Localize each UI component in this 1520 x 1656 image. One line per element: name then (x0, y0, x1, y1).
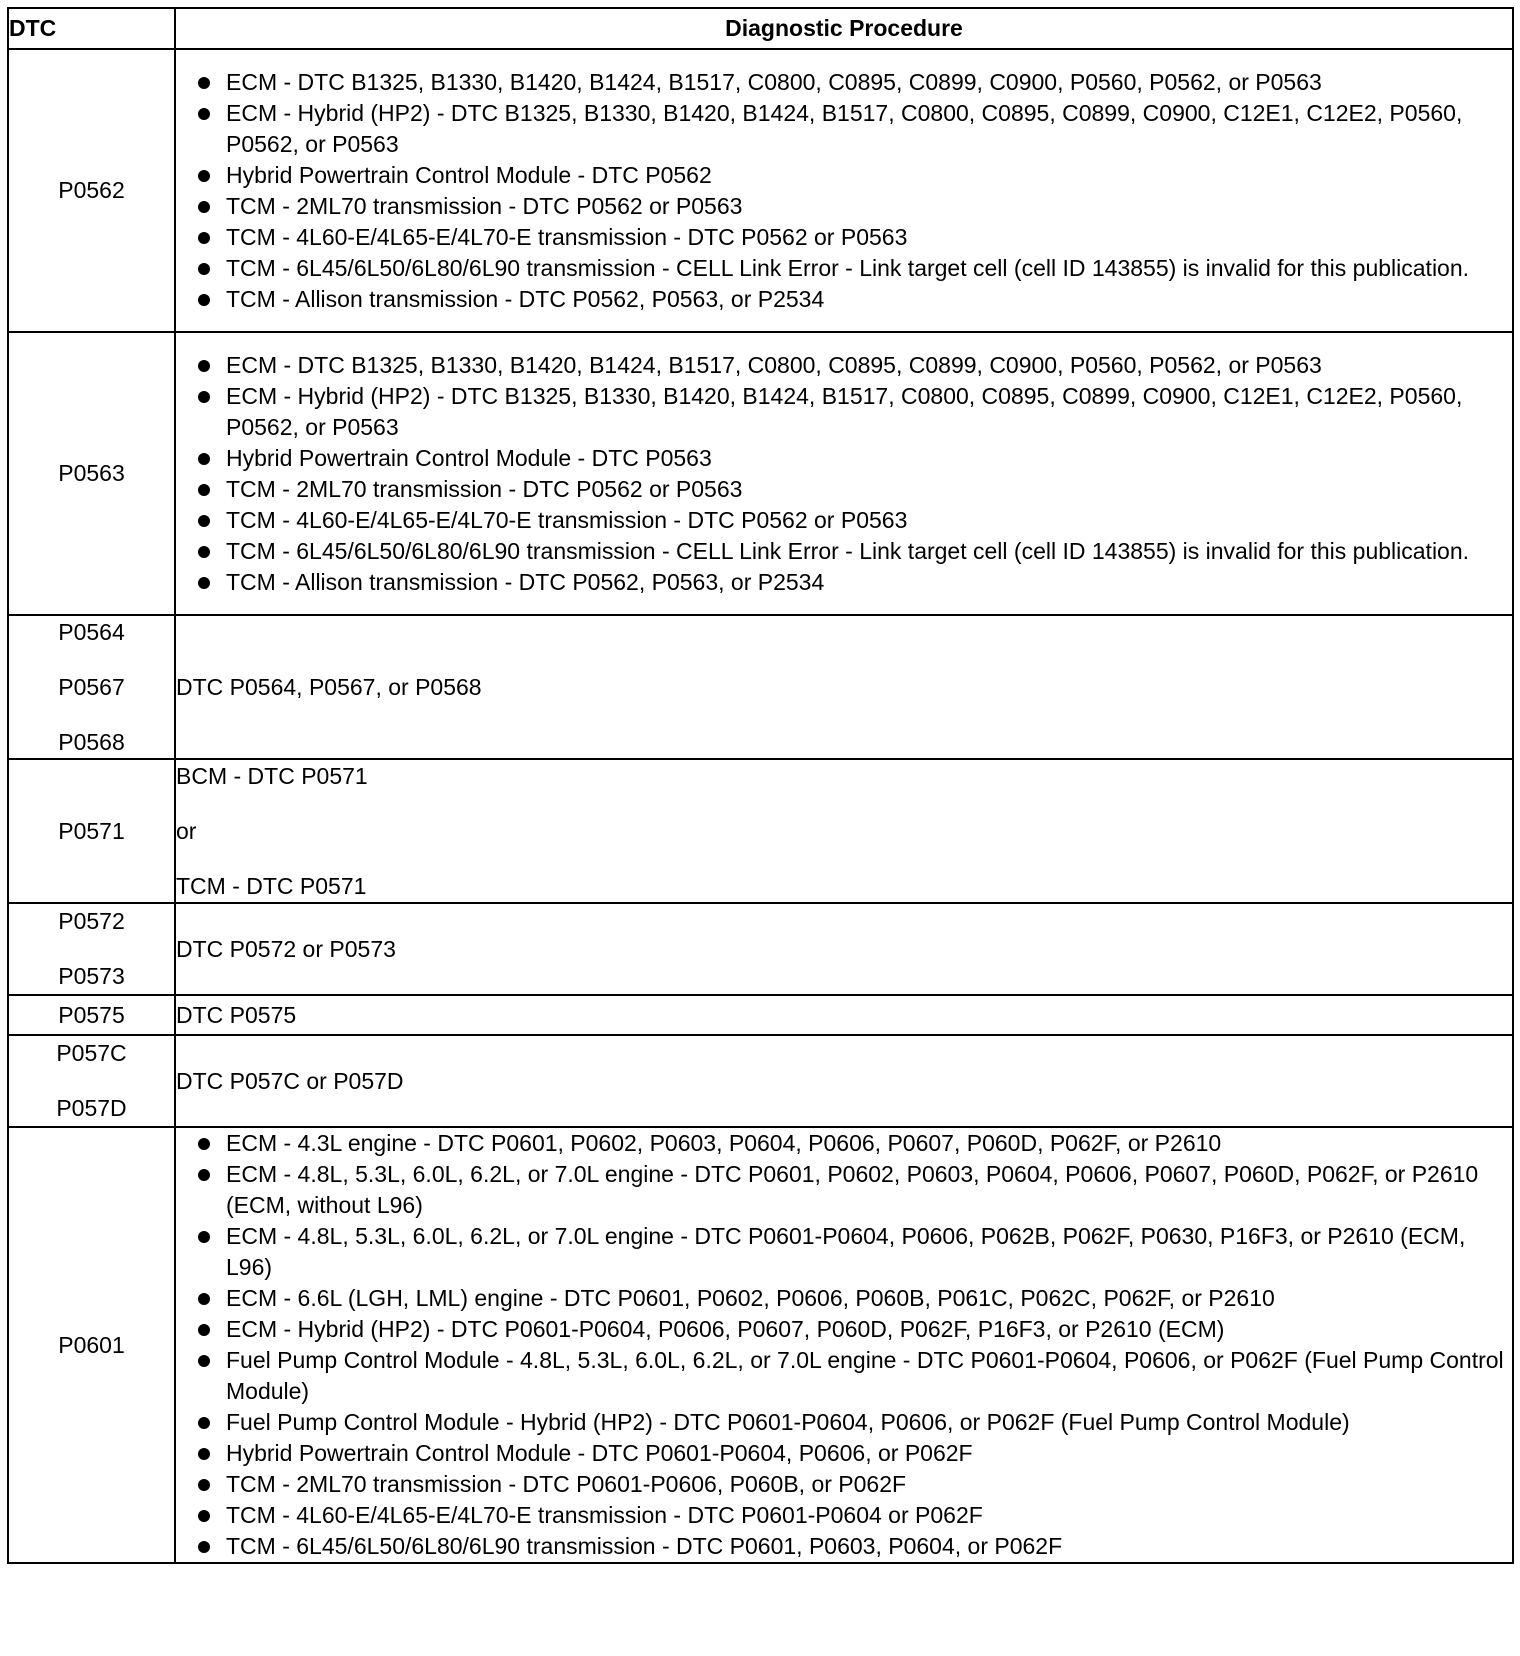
procedure-list-item: ECM - Hybrid (HP2) - DTC B1325, B1330, B1420, B1424, B1517, C0800, C0895, C0899, C0900, C12E1, C12E2, P0560, P0562, or P0563 (198, 381, 1512, 443)
dtc-code-cell (8, 995, 175, 1035)
table-body (8, 49, 1513, 1563)
diagnostic-procedure-cell (175, 903, 1513, 995)
procedure-list (176, 1128, 1512, 1562)
dtc-code: P057D (56, 1095, 127, 1121)
procedure-list-item: ECM - 4.8L, 5.3L, 6.0L, 6.2L, or 7.0L engine - DTC P0601, P0602, P0603, P0604, P0606, P0607, P060D, P062F, or P2610 (ECM, without L96) (198, 1159, 1512, 1221)
diagnostic-procedure-cell (175, 332, 1513, 615)
procedure-list-item: ECM - 4.3L engine - DTC P0601, P0602, P0603, P0604, P0606, P0607, P060D, P062F, or P2610 (198, 1128, 1512, 1159)
procedure-list-item: TCM - Allison transmission - DTC P0562, P0563, or P2534 (198, 284, 1512, 315)
procedure-text: TCM - DTC P0571 (176, 872, 367, 899)
dtc-code: P057C (56, 1040, 127, 1066)
procedure-text: BCM - DTC P0571 (176, 762, 368, 789)
procedure-list-item: Hybrid Powertrain Control Module - DTC P0563 (198, 443, 1512, 474)
procedure-list-item: ECM - 4.8L, 5.3L, 6.0L, 6.2L, or 7.0L engine - DTC P0601-P0604, P0606, P062B, P062F, P0630, P16F3, or P2610 (ECM, L96) (198, 1221, 1512, 1283)
dtc-code: P0575 (58, 1001, 125, 1028)
procedure-list-item: Hybrid Powertrain Control Module - DTC P0601-P0604, P0606, or P062F (198, 1438, 1512, 1469)
procedure-list (176, 67, 1512, 315)
procedure-list-item: ECM - 6.6L (LGH, LML) engine - DTC P0601, P0602, P0606, P060B, P061C, P062C, P062F, or P2610 (198, 1283, 1512, 1314)
dtc-code: P0568 (58, 728, 125, 755)
diagnostic-procedure-cell (175, 1035, 1513, 1127)
procedure-list-item: TCM - Allison transmission - DTC P0562, P0563, or P2534 (198, 567, 1512, 598)
procedure-list-item: TCM - 2ML70 transmission - DTC P0601-P0606, P060B, or P062F (198, 1469, 1512, 1500)
dtc-code-cell (8, 759, 175, 903)
dtc-code: P0571 (58, 817, 125, 844)
table-row (8, 615, 1513, 759)
table-row (8, 1127, 1513, 1563)
diagnostic-procedure-cell (175, 615, 1513, 759)
procedure-text: DTC P0564, P0567, or P0568 (176, 673, 482, 700)
procedure-list-item: ECM - Hybrid (HP2) - DTC P0601-P0604, P0606, P0607, P060D, P062F, P16F3, or P2610 (ECM) (198, 1314, 1512, 1345)
table-row (8, 1035, 1513, 1127)
column-header-diagnostic-procedure: Diagnostic Procedure (175, 8, 1513, 49)
procedure-list-item: TCM - 6L45/6L50/6L80/6L90 transmission - CELL Link Error - Link target cell (cell ID 143855) is invalid for this publication. (198, 253, 1512, 284)
diagnostic-procedure-cell (175, 1127, 1513, 1563)
dtc-code-cell (8, 1127, 175, 1563)
procedure-text: DTC P057C or P057D (176, 1067, 404, 1094)
dtc-code: P0567 (58, 673, 125, 700)
dtc-code-cell (8, 49, 175, 332)
table-row (8, 903, 1513, 995)
procedure-list-item: ECM - DTC B1325, B1330, B1420, B1424, B1517, C0800, C0895, C0899, C0900, P0560, P0562, or P0563 (198, 350, 1512, 381)
dtc-code: P0573 (58, 963, 125, 989)
procedure-list-item: TCM - 4L60-E/4L65-E/4L70-E transmission - DTC P0562 or P0563 (198, 505, 1512, 536)
diagnostic-procedure-cell (175, 49, 1513, 332)
table-row (8, 759, 1513, 903)
procedure-list-item: ECM - DTC B1325, B1330, B1420, B1424, B1517, C0800, C0895, C0899, C0900, P0560, P0562, or P0563 (198, 67, 1512, 98)
table-row (8, 995, 1513, 1035)
procedure-text: or (176, 817, 197, 844)
dtc-code: P0564 (58, 618, 125, 645)
procedure-list-item: TCM - 4L60-E/4L65-E/4L70-E transmission - DTC P0601-P0604 or P062F (198, 1500, 1512, 1531)
procedure-list-item: TCM - 2ML70 transmission - DTC P0562 or P0563 (198, 474, 1512, 505)
diagnostic-procedure-cell (175, 759, 1513, 903)
procedure-list (176, 350, 1512, 598)
dtc-code-cell (8, 615, 175, 759)
dtc-procedure-table (7, 7, 1514, 1564)
table-header-row (8, 8, 1513, 49)
procedure-list-item: Fuel Pump Control Module - Hybrid (HP2) - DTC P0601-P0604, P0606, or P062F (Fuel Pump Control Module) (198, 1407, 1512, 1438)
column-header-dtc: DTC (8, 8, 175, 49)
diagnostic-procedure-cell (175, 995, 1513, 1035)
procedure-text: DTC P0575 (176, 1001, 297, 1028)
dtc-code-cell (8, 903, 175, 995)
dtc-code: P0562 (58, 177, 125, 203)
table-row (8, 49, 1513, 332)
procedure-text: DTC P0572 or P0573 (176, 935, 396, 962)
procedure-list-item: TCM - 4L60-E/4L65-E/4L70-E transmission - DTC P0562 or P0563 (198, 222, 1512, 253)
dtc-code: P0572 (58, 908, 125, 934)
procedure-list-item: Hybrid Powertrain Control Module - DTC P0562 (198, 160, 1512, 191)
dtc-code-cell (8, 332, 175, 615)
dtc-code-cell (8, 1035, 175, 1127)
dtc-code: P0563 (58, 460, 125, 486)
procedure-list-item: TCM - 6L45/6L50/6L80/6L90 transmission - DTC P0601, P0603, P0604, or P062F (198, 1531, 1512, 1562)
procedure-list-item: TCM - 6L45/6L50/6L80/6L90 transmission - CELL Link Error - Link target cell (cell ID 143855) is invalid for this publication. (198, 536, 1512, 567)
procedure-list-item: ECM - Hybrid (HP2) - DTC B1325, B1330, B1420, B1424, B1517, C0800, C0895, C0899, C0900, C12E1, C12E2, P0560, P0562, or P0563 (198, 98, 1512, 160)
procedure-list-item: TCM - 2ML70 transmission - DTC P0562 or P0563 (198, 191, 1512, 222)
table-row (8, 332, 1513, 615)
procedure-list-item: Fuel Pump Control Module - 4.8L, 5.3L, 6.0L, 6.2L, or 7.0L engine - DTC P0601-P0604, P0606, or P062F (Fuel Pump Control Module) (198, 1345, 1512, 1407)
dtc-code: P0601 (58, 1331, 125, 1358)
